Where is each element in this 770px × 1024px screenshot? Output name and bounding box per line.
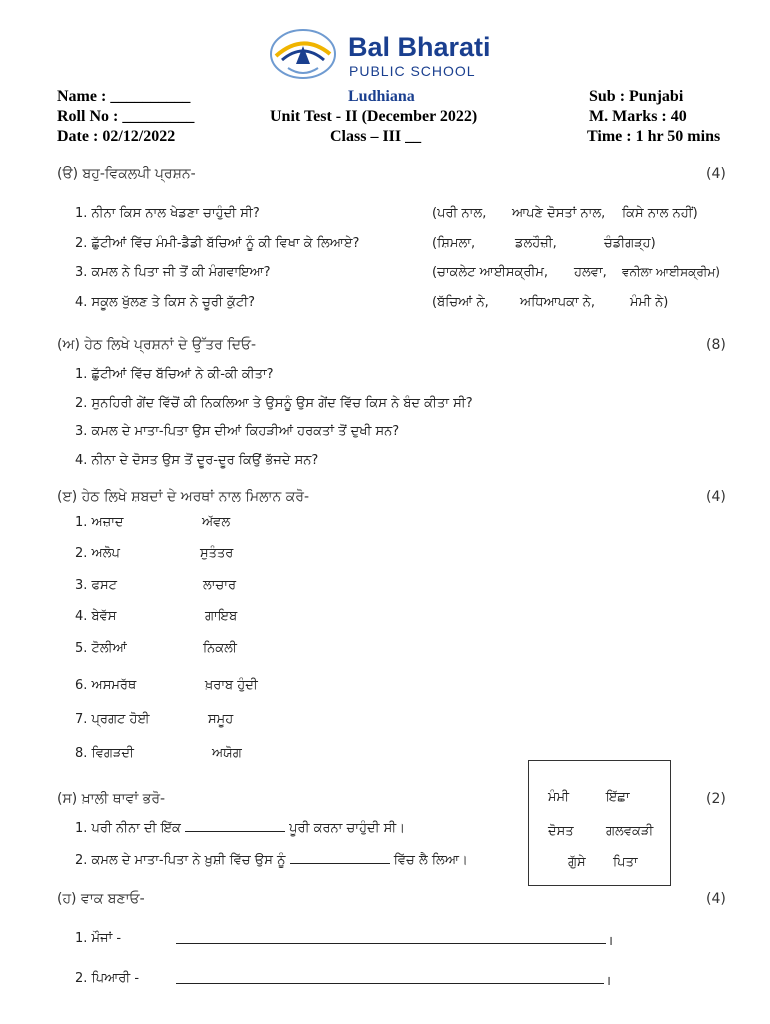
sentence-end-1: ।	[608, 934, 613, 949]
section-e-marks: (4)	[706, 891, 726, 907]
sentence-item-1: 1. ਮੌਜਾਂ -	[75, 931, 122, 946]
fill-blank-2-line[interactable]	[290, 851, 390, 864]
class-label: Class – III __	[330, 128, 422, 145]
match-right-5: ਨਿਕਲੀ	[203, 641, 237, 656]
fill-blank-2-end: ਵਿੱਚ ਲੈ ਲਿਆ।	[393, 853, 468, 868]
mcq-2: 2. ਛੁੱਟੀਆਂ ਵਿੱਚ ਮੰਮੀ-ਡੈਡੀ ਬੱਚਿਆਂ ਨੂੰ ਕੀ ਵਿਖਾ ਕੇ ਲਿਆਏ?	[75, 236, 360, 251]
section-c-title: (ੲ) ਹੇਠ ਲਿਖੇ ਸ਼ਬਦਾਂ ਦੇ ਅਰਥਾਂ ਨਾਲ ਮਿਲਾਨ ਕਰੋ-	[57, 489, 310, 505]
sentence-line-2[interactable]	[176, 983, 604, 984]
mcq-2-opt-1: (ਸ਼ਿਮਲਾ,	[432, 236, 476, 251]
match-right-3: ਲਾਚਾਰ	[203, 578, 237, 593]
match-left-2: 2. ਅਲੋਪ	[75, 546, 120, 561]
name-field: Name : __________	[57, 88, 191, 105]
word-bank-word-1: ਮੰਮੀ	[548, 790, 570, 805]
mcq-1-opt-1: (ਪਰੀ ਨਾਲ,	[432, 206, 487, 221]
school-name: Bal Bharati	[348, 32, 491, 62]
mcq-1-opt-3: ਕਿਸੇ ਨਾਲ ਨਹੀਂ)	[622, 206, 698, 221]
subject-label: Sub : Punjabi	[589, 88, 684, 105]
section-a-title: (ੳ) ਬਹੁ-ਵਿਕਲਪੀ ਪ੍ਰਸ਼ਨ-	[57, 166, 196, 182]
word-bank-word-6: ਪਿਤਾ	[613, 855, 638, 870]
match-right-6: ਖ਼ਰਾਬ ਹੁੰਦੀ	[205, 678, 258, 693]
match-right-2: ਸੁਤੰਤਰ	[200, 546, 234, 561]
mcq-4-opt-1: (ਬੱਚਿਆਂ ਨੇ,	[432, 295, 489, 310]
school-logo	[268, 24, 338, 82]
mcq-3: 3. ਕਮਲ ਨੇ ਪਿਤਾ ਜੀ ਤੋਂ ਕੀ ਮੰਗਵਾਇਆ?	[75, 265, 271, 280]
word-bank-box	[528, 760, 671, 886]
match-left-4: 4. ਬੇਵੱਸ	[75, 609, 117, 624]
match-right-4: ਗਾਇਬ	[205, 609, 238, 624]
city-label: Ludhiana	[348, 88, 415, 105]
fill-blank-1-start: 1. ਪਰੀ ਨੀਨਾ ਦੀ ਇੱਕ	[75, 821, 181, 836]
match-right-7: ਸਮੂਹ	[208, 712, 234, 727]
mcq-4-opt-2: ਅਧਿਆਪਕਾ ਨੇ,	[520, 295, 596, 310]
mcq-4-opt-3: ਮੰਮੀ ਨੇ)	[630, 295, 669, 310]
word-bank-word-4: ਗਲਵਕੜੀ	[606, 824, 654, 839]
section-a-marks: (4)	[706, 166, 726, 182]
word-bank-word-5: ਗੁੱਸੇ	[568, 855, 586, 870]
match-left-1: 1. ਅਜ਼ਾਦ	[75, 515, 124, 530]
word-bank-word-2: ਇੱਛਾ	[606, 790, 630, 805]
fill-blank-1-line[interactable]	[185, 819, 285, 832]
fill-blank-2	[75, 851, 468, 868]
section-c-marks: (4)	[706, 489, 726, 505]
section-b-marks: (8)	[706, 337, 726, 353]
word-bank-word-3: ਦੋਸਤ	[548, 824, 574, 839]
section-b-title: (ਅ) ਹੇਠ ਲਿਖੇ ਪ੍ਰਸ਼ਨਾਂ ਦੇ ਉੱਤਰ ਦਿਓ-	[57, 337, 257, 353]
sentence-item-2: 2. ਪਿਆਰੀ -	[75, 971, 140, 986]
match-left-5: 5. ਟੋਲੀਆਂ	[75, 641, 127, 656]
test-title: Unit Test - II (December 2022)	[270, 108, 478, 125]
fill-blank-2-start: 2. ਕਮਲ ਦੇ ਮਾਤਾ-ਪਿਤਾ ਨੇ ਖ਼ੁਸ਼ੀ ਵਿੱਚ ਉਸ ਨੂੰ	[75, 853, 286, 868]
mcq-3-opt-3: ਵਨੀਲਾ ਆਈਸਕ੍ਰੀਮ)	[622, 265, 720, 279]
mcq-1-opt-2: ਆਪਣੇ ਦੋਸਤਾਂ ਨਾਲ,	[512, 206, 606, 221]
match-left-3: 3. ਫਸਟ	[75, 578, 118, 593]
time-label: Time : 1 hr 50 mins	[587, 128, 721, 145]
mcq-4: 4. ਸਕੂਲ ਖੁੱਲਣ ਤੇ ਕਿਸ ਨੇ ਚੂਰੀ ਕੁੱਟੀ?	[75, 295, 256, 310]
answer-question-4: 4. ਨੀਨਾ ਦੇ ਦੋਸਤ ਉਸ ਤੋਂ ਦੂਰ-ਦੂਰ ਕਿਉਂ ਭੱਜਦੇ ਸਨ?	[75, 453, 319, 468]
sentence-line-1[interactable]	[176, 943, 606, 944]
section-d-marks: (2)	[706, 791, 726, 807]
fill-blank-1	[75, 819, 405, 836]
mcq-3-opt-1: (ਚਾਕਲੇਟ ਆਈਸਕ੍ਰੀਮ,	[432, 265, 549, 280]
sentence-end-2: ।	[606, 974, 611, 989]
section-e-title: (ਹ) ਵਾਕ ਬਣਾਓ-	[57, 891, 145, 907]
match-right-8: ਅਯੋਗ	[212, 746, 242, 761]
match-left-7: 7. ਪ੍ਰਗਟ ਹੋਈ	[75, 712, 150, 727]
mcq-2-opt-2: ਡਲਹੌਜ਼ੀ,	[515, 236, 557, 251]
fill-blank-1-end: ਪੂਰੀ ਕਰਨਾ ਚਾਹੁੰਦੀ ਸੀ।	[289, 821, 405, 836]
answer-question-3: 3. ਕਮਲ ਦੇ ਮਾਤਾ-ਪਿਤਾ ਉਸ ਦੀਆਂ ਕਿਹੜੀਆਂ ਹਰਕਤਾਂ ਤੋਂ ਦੁਖੀ ਸਨ?	[75, 424, 400, 439]
date-label: Date : 02/12/2022	[57, 128, 176, 145]
match-right-1: ਅੱਵਲ	[202, 515, 231, 530]
match-left-8: 8. ਵਿਗੜਦੀ	[75, 746, 134, 761]
mcq-2-opt-3: ਚੰਡੀਗੜ੍ਹ)	[604, 236, 656, 251]
mcq-1: 1. ਨੀਨਾ ਕਿਸ ਨਾਲ ਖੇਡਣਾ ਚਾਹੁੰਦੀ ਸੀ?	[75, 206, 260, 221]
max-marks-label: M. Marks : 40	[589, 108, 687, 125]
section-d-title: (ਸ) ਖ਼ਾਲੀ ਥਾਵਾਂ ਭਰੋ-	[57, 791, 166, 807]
mcq-3-opt-2: ਹਲਵਾ,	[574, 265, 607, 280]
answer-question-1: 1. ਛੁੱਟੀਆਂ ਵਿੱਚ ਬੱਚਿਆਂ ਨੇ ਕੀ-ਕੀ ਕੀਤਾ?	[75, 367, 274, 382]
answer-question-2: 2. ਸੁਨਹਿਰੀ ਗੇਂਦ ਵਿੱਚੋਂ ਕੀ ਨਿਕਲਿਆ ਤੇ ਉਸਨੂੰ ਉਸ ਗੇਂਦ ਵਿੱਚ ਕਿਸ ਨੇ ਬੰਦ ਕੀਤਾ ਸੀ?	[75, 396, 473, 411]
roll-no-field: Roll No : _________	[57, 108, 195, 125]
school-subtitle: PUBLIC SCHOOL	[349, 63, 476, 79]
match-left-6: 6. ਅਸਮਰੱਥ	[75, 678, 137, 693]
